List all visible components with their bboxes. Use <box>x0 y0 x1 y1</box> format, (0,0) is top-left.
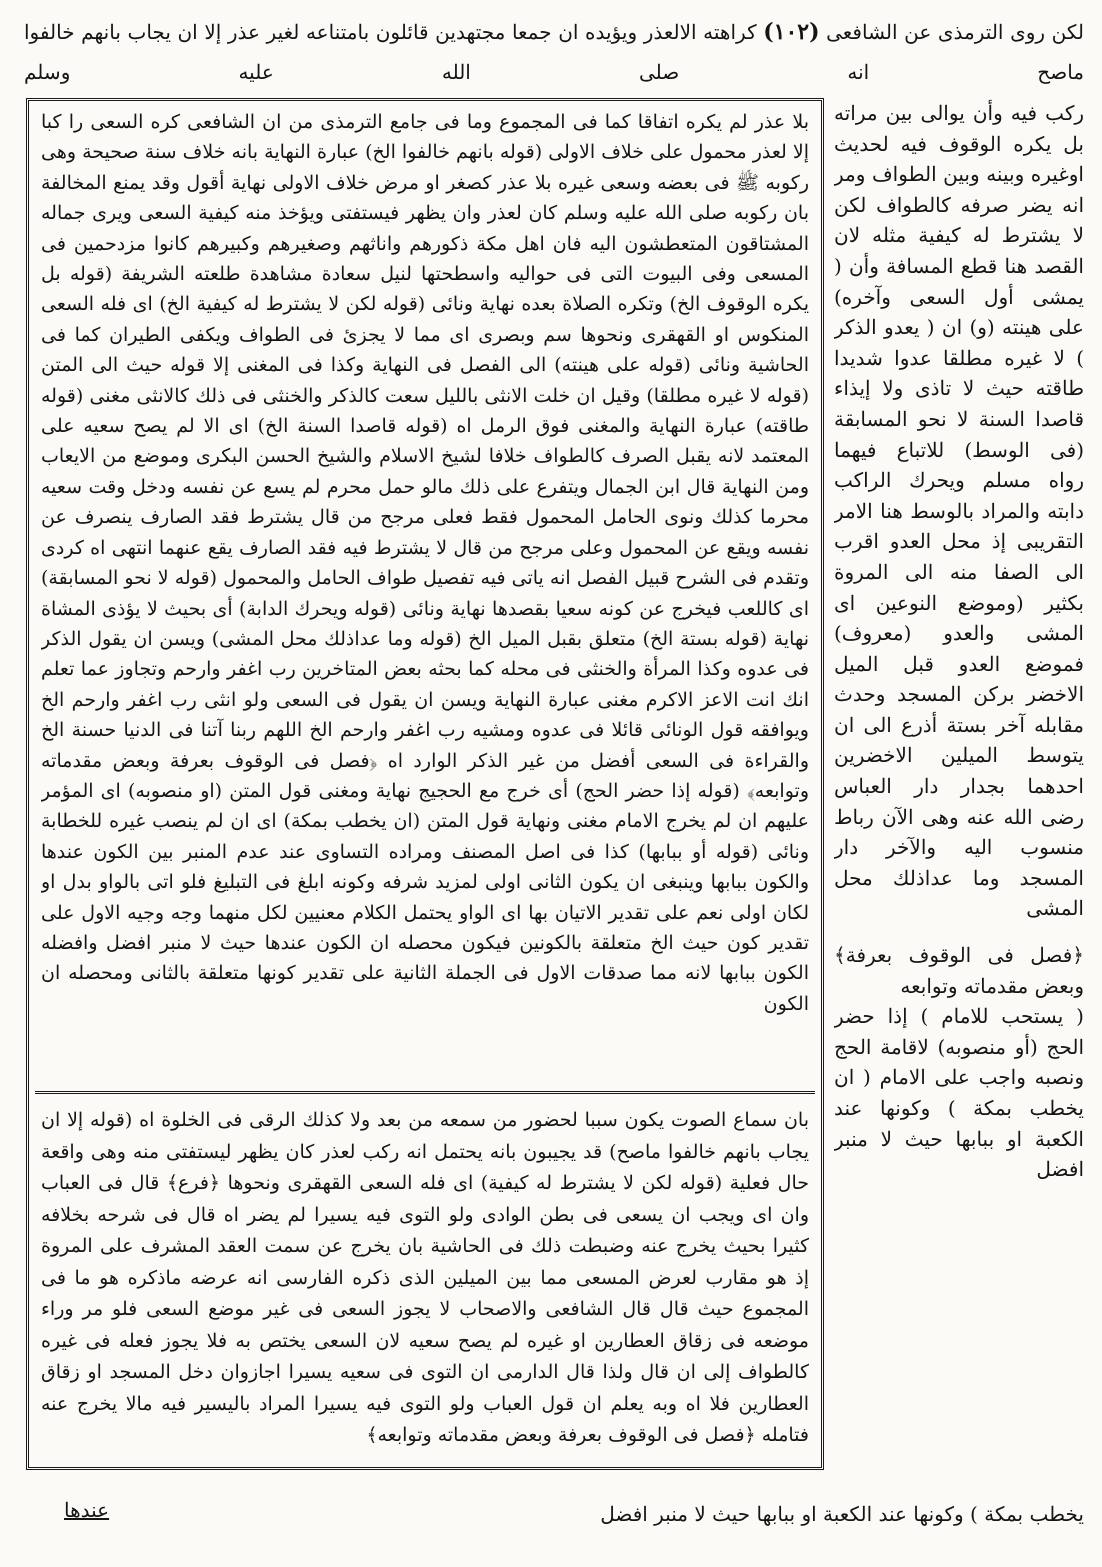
page-footer <box>24 1484 1084 1544</box>
header-line-2: ماصح انه صلى الله عليه وسلم <box>24 60 1084 84</box>
matn-paragraph-2: ( يستحب للامام ) إذا حضر الحج (أو منصوبه) لاقامة الحج ونصبه واجب على الامام ( ان يخطب بمكة ) وكونها عند الكعبة او ببابها حيث لا منبر افضل <box>834 1004 1084 1182</box>
page-number: (١٠٢) <box>763 19 820 45</box>
lower-commentary <box>41 1105 809 1463</box>
header-line-1-right: لكن روى الترمذى عن الشافعى <box>826 20 1084 44</box>
matn-section-title: ﴿فصل فى الوقوف بعرفة﴾ وبعض مقدماته وتوابعه <box>834 943 1084 998</box>
header-line-1 <box>24 14 1084 50</box>
matn-paragraph-1: ركب فيه وأن يوالى بين مراته بل يكره الوقوف فيه لحديث اوغيره وبينه وبين الطواف ومر انه يضر صرفه كالطواف لكن لا يشترط له كيفية مثله لان القصد هنا قطع المسافة وأن ( يمشى أول السعى وآخره) على هينته (و) ان ( يعدو الذكر ) لا غيره مطلقا عدوا شديدا طاقته حيث لا تاذى ولا إيذاء قاصدا السنة لا نحو المسابقة (فى الوسط) للاتباع فيهما رواه مسلم ويحرك الراكب دابته والمراد بالوسط هنا الامر التقريبى إذ محل العدو اقرب الى الصفا منه الى المروة بكثير (وموضع النوعين اى المشى والعدو (معروف) فموضع العدو قبل الميل الاخضر بركن المسجد وحدث مقابله آخر بستة أذرع الى ان يتوسط الميلين الاخضرين احدهما بجدار دار العباس رضى الله عنه وهى الآن رباط منسوب اليه والآخر دار المسجد وما عداذلك محل المشى <box>834 101 1084 921</box>
catchword: عندها <box>64 1498 110 1522</box>
commentary-divider <box>35 1091 815 1094</box>
upper-commentary <box>41 107 809 1087</box>
header-line-1-left: كراهته الالعذر ويؤيده ان جمعا مجتهدين قائلون بامتناعه لغير عذر إلا ان يجاب بانهم خالفوا <box>24 20 757 44</box>
page-header <box>24 8 1084 96</box>
margin-matn-column <box>834 98 1084 1498</box>
lower-commentary-text: بان سماع الصوت يكون سببا لحضور من سمعه من بعد ولا كذلك الرقى فى الخلوة اه (قوله إلا ان يجاب بانهم خالفوا ماصح) قد يجيبون بانه يحتمل انه ركب لعذر كان يظهر ليستفتى منه وهى واقعة حال فعلية (قوله لكن لا يشترط له كيفية) اى فله السعى القهقرى ونحوها ﴿فرع﴾ قال فى العباب وان اى ويجب ان يسعى فى بطن الوادى ولو التوى فيه يسيرا لم يضر اه قال فى شرحه بخلافه كثيرا بحيث يخرج عنه وضبطت ذلك فى الحاشية بان يخرج عن سمت العقد المشرف على المروة إذ هو مقارب لعرض المسعى مما بين الميلين الذى ذكره الفارسى انه عرضه ماذكره هو ما فى المجموع حيث قال قال الشافعى والاصحاب لا يجوز السعى فى غير موضع السعى فلو مر وراء موضعه فى زقاق العطارين او غيره لم يصح سعيه لان السعى يختص به فلا يجوز فعله فى غيره كالطواف إلى ان قال ولذا قال الدارمى ان التوى فى سعيه يسيرا اجازوان دخل المسجد او زقاق العطارين فلا اه وبه يعلم ان قول العباب ولو التوى فيه يسيرا المراد باليسير فيه مالا يخرج عنه فتامله ﴿فصل فى الوقوف بعرفة وبعض مقدماته وتوابعه﴾ <box>41 1109 809 1446</box>
commentary-box <box>26 98 824 1470</box>
footer-line: يخطب بمكة ) وكونها عند الكعبة او ببابها حيث لا منبر افضل <box>600 1502 1084 1526</box>
upper-commentary-text: بلا عذر لم يكره اتفاقا كما فى المجموع وما فى جامع الترمذى من ان الشافعى كره السعى را كبا إلا لعذر محمول على خلاف الاولى (قوله بانهم خالفوا الخ) عبارة النهاية بانه خلاف سنة صحيحة وهى ركوبه ﷺ فى بعضه وسعى غيره بلا عذر كصغر او مرض خلاف الاولى نهاية أقول وقد يمنع المخالفة بان ركوبه صلى الله عليه وسلم كان لعذر وان يظهر فيستفتى ويؤخذ منه كيفية السعى ويرى جماله المشتاقون المتعطشون اليه فان اهل مكة ذكورهم واناثهم وصغيرهم وكبيرهم كانوا مزدحمين فى المسعى وفى البيوت التى فى حواليه واسطحتها لنيل سعادة مشاهدة طلعته الشريفة (قوله بل يكره الوقوف الخ) وتكره الصلاة بعده نهاية ونائى (قوله لكن لا يشترط له كيفية الخ) اى فله السعى المنكوس او القهقرى ونحوها سم وبصرى اى مما لا يجزئ فى الطواف ويكفى الطيران كما فى الحاشية ونائى (قوله على هينته) الى الفصل فى النهاية وكذا فى المغنى إلا قوله حيث الى المتن (قوله لا غيره مطلقا) وقيل ان خلت الانثى بالليل سعت كالذكر والخنثى فى ذلك كالانثى مغنى (قوله طاقته) عبارة النهاية والمغنى فوق الرمل اه (قوله قاصدا السنة الخ) اى الا لم يصح سعيه على المعتمد لانه يقبل الصرف كالطواف خلافا لشيخ الاسلام والشيخ الحسن البكرى وموضع من الايعاب ومن النهاية قال ابن الجمال ويتفرع على ذلك مالو حمل محرم لم يسع عن نفسه ودخل وقت سعيه محرما كذلك ونوى الحامل المحمول فقط فعلى مرجح من قال يشترط فقد الصارف ينصرف عن نفسه ويقع عن المحمول وعلى مرجح من قال لا يشترط فيه فقد الصارف يقع عنهما انتهى اه كردى وتقدم فى الشرح قبيل الفصل انه ياتى فيه تفصيل طواف الحامل والمحمول (قوله لا نحو المسابقة) اى كاللعب فيخرج عن كونه سعيا بقصدها نهاية ونائى (قوله ويحرك الدابة) أى بحيث لا يؤذى المشاة نهاية (قوله بستة الخ) متعلق بقبل الميل الخ (قوله وما عداذلك محل المشى) ويسن ان يقول الذكر فى عدوه وكذا المرأة والخنثى فى محله كما بحثه بعض المتاخرين رب اغفر وارحم وتجاوز عما تعلم انك انت الاعز الاكرم مغنى عبارة النهاية ويسن ان يقول فى السعى ولو انثى رب اغفر وارحم الخ ويوافقه قول الونائى قائلا فى عدوه ومشيه رب اغفر وارحم الخ اللهم ربنا آتنا فى الدنيا حسنة الخ والقراءة فى السعى أفضل من غير الذكر الوارد اه ﴿فصل فى الوقوف بعرفة وبعض مقدماته وتوابعه﴾ (قوله إذا حضر الحج) أى خرج مع الحجيج نهاية ومغنى قول المتن (او منصوبه) اى المؤمر عليهم ان لم يخرج الامام مغنى ونهاية قول المتن (ان يخطب بمكة) اى ان لم ينصب غيره للخطابة ونائى (قوله أو ببابها) كذا فى اصل المصنف ومراده التساوى عند عدم المنبر بين الكون عندها والكون ببابها وينبغى ان يكون الثانى اولى لمزيد شرفه وكونه ابلغ فى التبليغ فلو اتى بالواو بدل او لكان اولى نعم على تقدير الاتيان بها اى الواو يحتمل الكلام معنيين لكل منهما وجه وجيه الاول على تقدير كون حيث الخ متعلقة بالكونين فيكون محصله ان الكون عندها حيث لا منبر افضل وافضله الكون ببابها لانه مما صدقات الاول فى الجملة الثانية على تقدير كونها متعلقة بالثانى ومحصله ان الكون <box>41 111 809 1015</box>
